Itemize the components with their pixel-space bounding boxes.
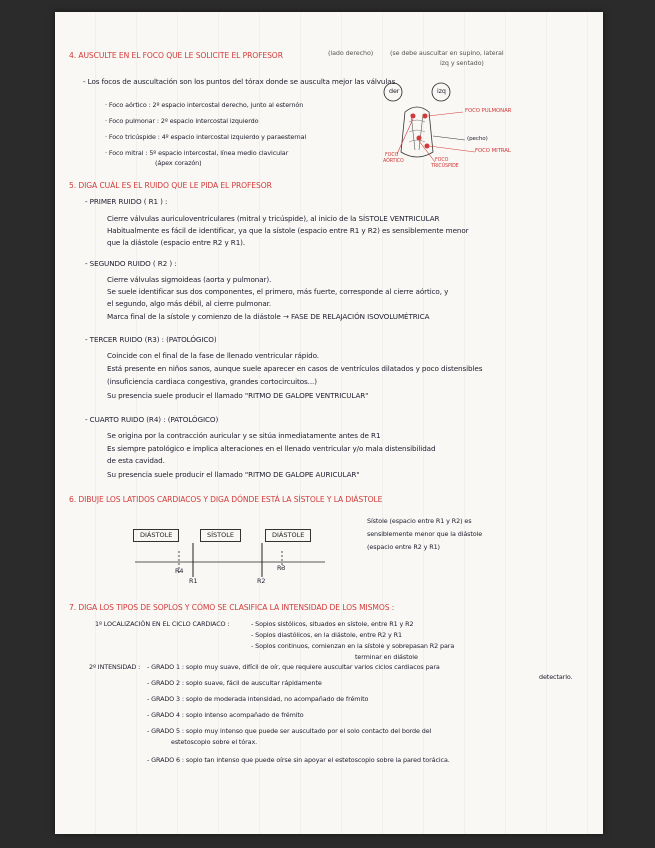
grade-4: - GRADO 4 : soplo intenso acompañado de frémito [147, 711, 304, 719]
r2-title: - SEGUNDO RUIDO ( R2 ) : [85, 259, 177, 268]
r4-line-2: Es siempre patológico e implica alteraciones en el llenado ventricular y/o mala distensibilidad [107, 444, 436, 453]
r3-line-3: (insuficiencia cardiaca congestiva, grandes cortocircuitos...) [107, 377, 317, 386]
q4-foco-pulmonar: · Foco pulmonar : 2º espacio intercostal izquierdo [105, 117, 259, 125]
q4-foco-tricuspide: · Foco tricúspide : 4º espacio intercostal izquierdo y paraesternal [105, 133, 307, 141]
q4-foco-aortico: · Foco aórtico : 2º espacio intercostal derecho, junto al esternón [105, 101, 304, 109]
grade-3: - GRADO 3 : soplo de moderada intensidad, no acompañado de frémito [147, 695, 369, 703]
sistole-box: SÍSTOLE [200, 529, 241, 542]
diagram-label-aortico-a: FOCO [385, 153, 399, 158]
q7-loc-item-1: - Soplos sistólicos, situados en sístole, entre R1 y R2 [251, 620, 414, 628]
grade-6: - GRADO 6 : soplo tan intenso que puede oírse sin apoyar el estetoscopio sobre la pared torácica. [147, 756, 450, 764]
r1-line-2: Habitualmente es fácil de identificar, ya que la sístole (espacio entre R1 y R2) es sensiblemente menor [107, 226, 469, 235]
diastole-box-1: DIÁSTOLE [133, 529, 179, 542]
diastole-box-2: DIÁSTOLE [265, 529, 311, 542]
r2-line-3: el segundo, algo más débil, al cierre pulmonar. [107, 299, 272, 308]
diagram-label-tricuspide-b: TRICÚSPIDE [431, 164, 459, 169]
r4-line-3: de esta cavidad. [107, 456, 165, 465]
r3-title: - TERCER RUIDO (R3) : (PATOLÓGICO) [85, 335, 217, 344]
r3-line-1: Coincide con el final de la fase de llenado ventricular rápido. [107, 351, 319, 360]
q6-title: 6. DIBUJE LOS LATIDOS CARDIACOS Y DIGA DÓNDE ESTÁ LA SÍSTOLE Y LA DIÁSTOLE [69, 495, 383, 504]
diagram-label-pecho: (pecho) [467, 136, 488, 142]
scanned-notes-page [55, 12, 603, 834]
q4-apex-note: (ápex corazón) [155, 159, 202, 167]
r3-line-2: Está presente en niños sanos, aunque suele aparecer en casos de ventrículos dilatados y poco distensibles [107, 364, 483, 373]
q7-intensidad-label: 2º INTENSIDAD : [89, 663, 141, 671]
tick-label-r1: R1 [189, 577, 198, 585]
tick-label-r2: R2 [257, 577, 266, 585]
q7-title: 7. DIGA LOS TIPOS DE SOPLOS Y CÓMO SE CLASIFICA LA INTENSIDAD DE LOS MISMOS : [69, 603, 395, 612]
r1-title: - PRIMER RUIDO ( R1 ) : [85, 197, 168, 206]
r4-line-1: Se origina por la contracción auricular y se sitúa inmediatamente antes de R1 [107, 431, 381, 440]
q4-foco-mitral: · Foco mitral : 5º espacio intercostal, línea medio clavicular [105, 149, 289, 157]
q7-localizacion-label: 1º LOCALIZACIÓN EN EL CICLO CARDIACO : [95, 620, 230, 628]
diagram-label-tricuspide-a: FOCO [435, 158, 449, 163]
r2-line-4: Marca final de la sístole y comienzo de la diástole → FASE DE RELAJACIÓN ISOVOLUMÉTRICA [107, 312, 430, 321]
q7-loc-item-2: - Soplos diastólicos, en la diástole, entre R2 y R1 [251, 631, 402, 639]
r2-line-1: Cierre válvulas sigmoideas (aorta y pulmonar). [107, 275, 272, 284]
diagram-label-mitral: FOCO MITRAL [475, 148, 511, 154]
grade-5-cont: estetoscopio sobre el tórax. [171, 738, 258, 746]
diagram-label-izq: izq [437, 87, 446, 95]
q6-note-line-2: sensiblemente menor que la diástole [367, 530, 483, 538]
q7-loc-item-3: - Soplos continuos, comienzan en la sístole y sobrepasan R2 para [251, 642, 455, 650]
q6-note-line-3: (espacio entre R2 y R1) [367, 543, 440, 551]
q7-loc-item-4: terminar en diástole [355, 653, 418, 661]
q4-side-note-b: (se debe auscultar en supino, lateral [390, 49, 504, 57]
grade-1: - GRADO 1 : soplo muy suave, difícil de oír, que requiere auscultar varios ciclos cardiacos para [147, 663, 440, 671]
heartbeat-timeline [135, 537, 335, 587]
diagram-label-pulmonar: FOCO PULMONAR [465, 108, 512, 114]
r4-line-4: Su presencia suele producir el llamado "RITMO DE GALOPE AURICULAR" [107, 470, 360, 479]
grade-2: - GRADO 2 : soplo suave, fácil de auscultar rápidamente [147, 679, 322, 687]
q6-note-line-1: Sístole (espacio entre R1 y R2) es [367, 517, 472, 525]
r1-line-1: Cierre válvulas auriculoventriculares (mitral y tricúspide), al inicio de la SÍSTOLE VENTRICULAR [107, 214, 440, 223]
r2-line-2: Se suele identificar sus dos componentes, el primero, más fuerte, corresponde al cierre aórtico, y [107, 287, 449, 296]
grade-5: - GRADO 5 : soplo muy intenso que puede ser auscultado por el solo contacto del borde del [147, 727, 432, 735]
q4-side-note-a: (lado derecho) [328, 49, 374, 57]
q5-title: 5. DIGA CUÁL ES EL RUIDO QUE LE PIDA EL PROFESOR [69, 181, 272, 190]
r3-line-4: Su presencia suele producir el llamado "RITMO DE GALOPE VENTRICULAR" [107, 391, 369, 400]
diagram-label-der: der [389, 87, 400, 95]
chest-foci-diagram [375, 82, 575, 172]
grade-1-cont: detectarlo. [539, 673, 573, 681]
q4-title: 4. AUSCULTE EN EL FOCO QUE LE SOLICITE EL PROFESOR [69, 51, 283, 60]
tick-label-r3: R3 [277, 564, 286, 572]
q4-intro: - Los focos de auscultación son los puntos del tórax donde se ausculta mejor las válvulas. [83, 77, 398, 86]
tick-label-r4: R4 [175, 567, 184, 575]
r4-title: - CUARTO RUIDO (R4) : (PATOLÓGICO) [85, 415, 219, 424]
q4-side-note-c: izq y sentado) [440, 59, 484, 67]
r1-line-3: que la diástole (espacio entre R2 y R1). [107, 238, 246, 247]
diagram-label-aortico-b: AÓRTICO [383, 159, 404, 164]
